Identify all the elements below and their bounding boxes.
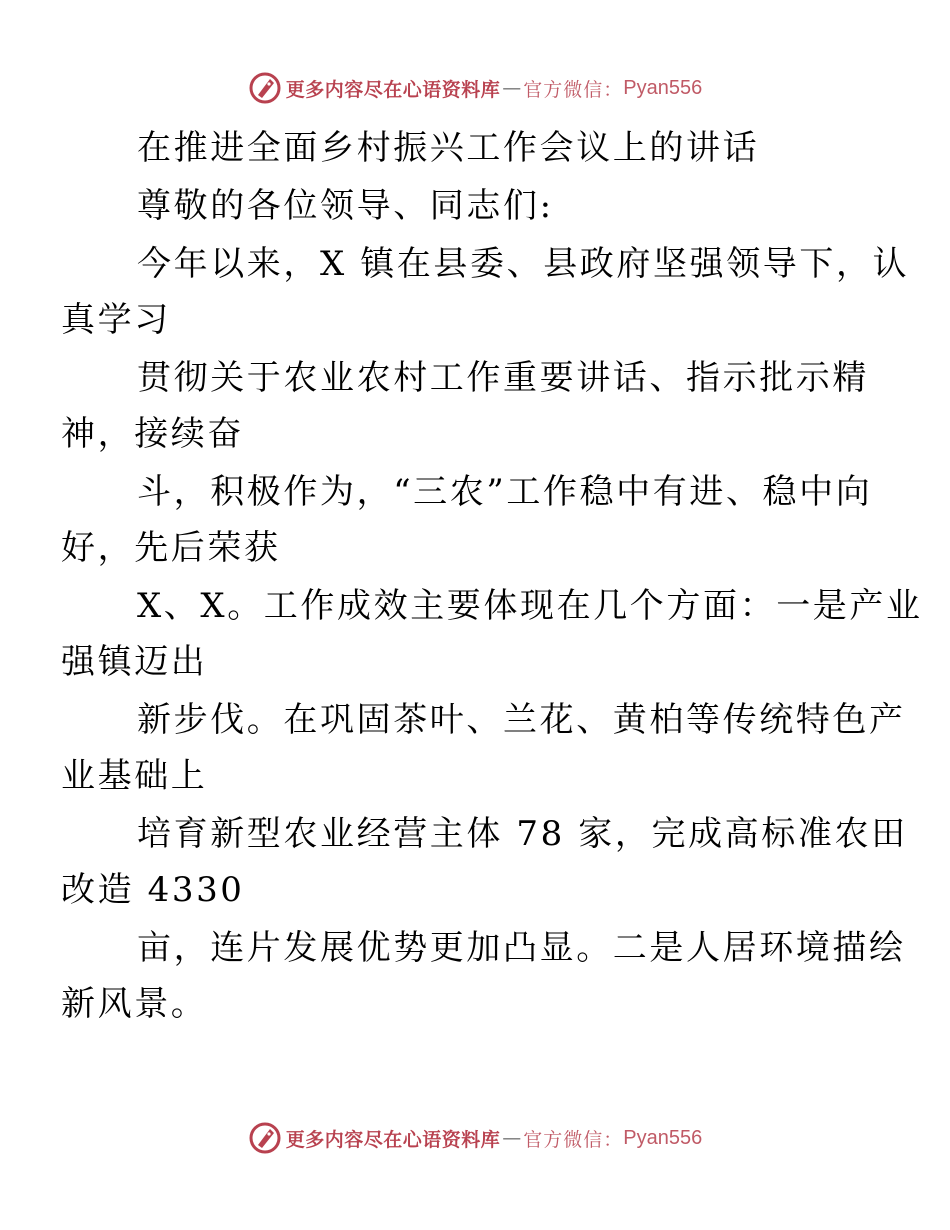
banner-separator: — — [502, 77, 522, 99]
paragraph — [0, 178, 950, 234]
banner-main-text: 更多内容尽在心语资料库 — [285, 1128, 501, 1151]
paragraph-continuation: 业基础上 — [61, 756, 208, 796]
paragraph — [0, 692, 950, 804]
paragraph-continuation: 真学习 — [61, 300, 171, 340]
banner-wechat-id: Pyan556 — [623, 76, 703, 99]
paragraph-line: 今年以来，X 镇在县委、县政府坚强领导下，认 — [137, 244, 910, 284]
paragraph-continuation: 神，接续奋 — [61, 414, 244, 454]
footer-banner — [0, 1118, 950, 1158]
paragraph-line: 斗，积极作为，“三农”工作稳中有进、稳中向 — [137, 472, 873, 512]
paragraph — [0, 236, 950, 348]
pen-nib-circle-icon — [248, 1121, 282, 1155]
banner-separator: — — [502, 1127, 522, 1149]
header-banner — [0, 68, 950, 108]
paragraph — [0, 578, 950, 690]
paragraph-line: 在推进全面乡村振兴工作会议上的讲话 — [137, 128, 760, 168]
paragraph — [0, 350, 950, 462]
paragraph-continuation: 好，先后荣获 — [61, 528, 281, 568]
paragraph-line: 亩，连片发展优势更加凸显。二是人居环境描绘 — [137, 928, 906, 968]
banner-wechat-label: 官方微信： — [523, 1128, 624, 1151]
paragraph-line: 尊敬的各位领导、同志们: — [137, 186, 554, 226]
banner-main-text: 更多内容尽在心语资料库 — [285, 78, 501, 101]
paragraph-continuation: 强镇迈出 — [61, 642, 208, 682]
paragraph — [0, 920, 950, 1032]
paragraph — [0, 806, 950, 918]
paragraph-line: 新步伐。在巩固茶叶、兰花、黄柏等传统特色产 — [137, 700, 906, 740]
paragraph — [0, 464, 950, 576]
document-body — [0, 120, 950, 1034]
paragraph-line: 培育新型农业经营主体 78 家，完成高标准农田 — [137, 814, 908, 854]
paragraph-line: 贯彻关于农业农村工作重要讲话、指示批示精 — [137, 358, 869, 398]
paragraph-continuation: 改造 4330 — [61, 870, 245, 910]
banner-wechat-id: Pyan556 — [623, 1126, 703, 1149]
paragraph-line: X、X。工作成效主要体现在几个方面：一是产业 — [137, 586, 923, 626]
pen-nib-circle-icon — [248, 71, 282, 105]
paragraph — [0, 120, 950, 176]
banner-wechat-label: 官方微信： — [523, 78, 624, 101]
paragraph-continuation: 新风景。 — [61, 984, 208, 1024]
